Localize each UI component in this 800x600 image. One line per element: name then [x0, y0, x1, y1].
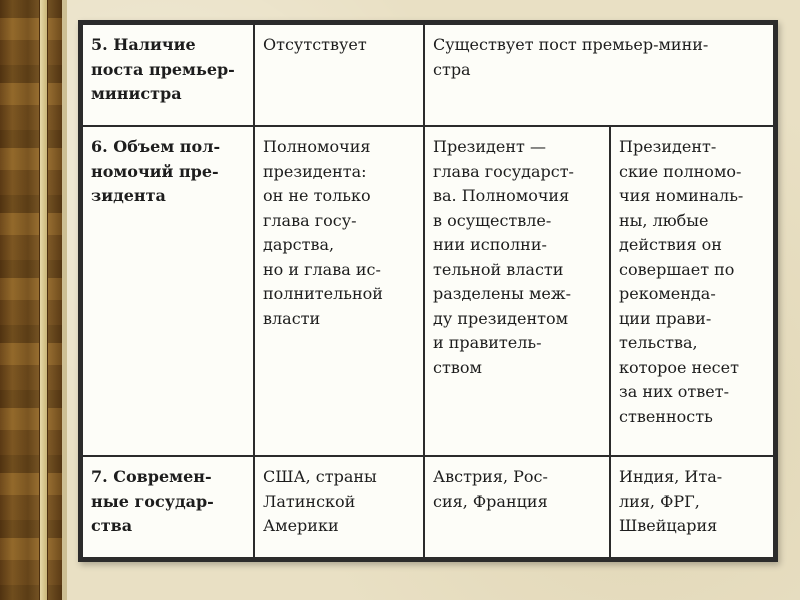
table-cell: Президент- ские полномо- чия номиналь- ны, любые действия он совершает по рекоменда- ции прави- тельства, которое несет за них ответ- ственность — [610, 126, 774, 456]
table-cell: Президент — глава государст- ва. Полномочия в осуществле- нии исполни- тельной власти разделены меж- ду президентом и правитель- ством — [424, 126, 610, 456]
comparison-table — [78, 20, 778, 562]
decorative-stripe-inner — [62, 0, 67, 600]
row-criterion-cell: 5. Наличие поста премьер- министра — [82, 24, 254, 126]
table-cell: США, страны Латинской Америки — [254, 456, 424, 558]
table-row — [82, 24, 774, 126]
row-criterion-cell: 7. Современ- ные государ- ства — [82, 456, 254, 558]
table-cell: Существует пост премьер-мини- стра — [424, 24, 774, 126]
decorative-stripe — [39, 0, 48, 600]
decorative-left-border — [0, 0, 62, 600]
table-cell: Австрия, Рос- сия, Франция — [424, 456, 610, 558]
table-row — [82, 456, 774, 558]
table-cell: Отсутствует — [254, 24, 424, 126]
row-criterion-cell: 6. Объем пол- номочий пре- зидента — [82, 126, 254, 456]
table-row — [82, 126, 774, 456]
table-cell: Полномочия президента: он не только глава госу- дарства, но и глава ис- полнительной власти — [254, 126, 424, 456]
table-cell: Индия, Ита- лия, ФРГ, Швейцария — [610, 456, 774, 558]
